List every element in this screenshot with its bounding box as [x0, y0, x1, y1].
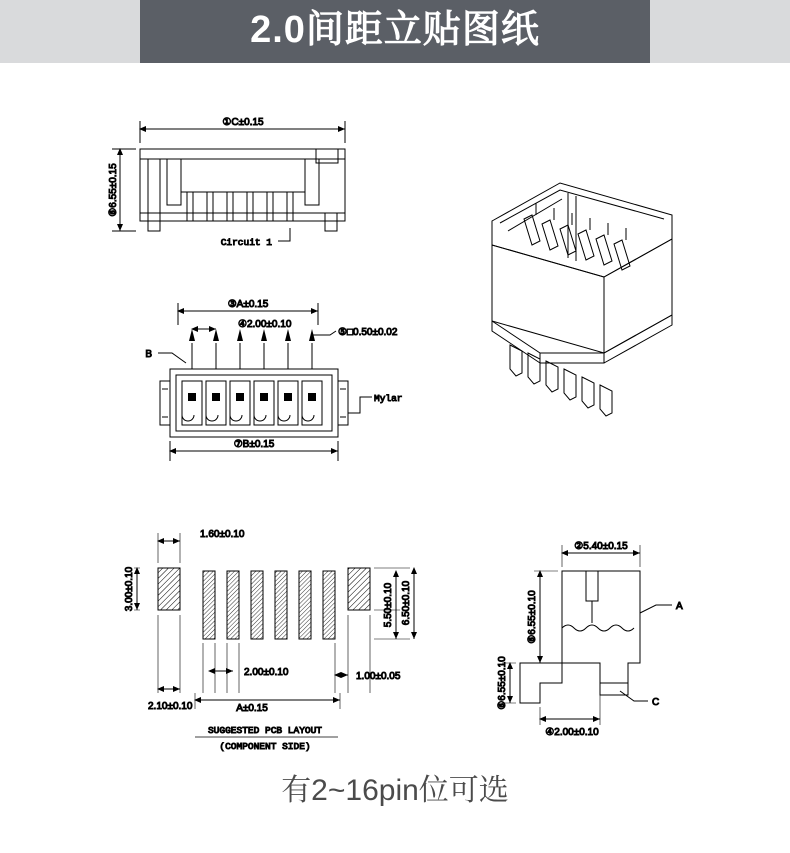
- front-view-width-label: ①C±0.15: [222, 117, 264, 128]
- side-view-left-lower-label: ⑥6.55±0.10: [497, 656, 508, 710]
- pcb-span-label: A±0.15: [236, 703, 268, 714]
- pcb-height-mid-label: 5.50±0.10: [383, 582, 394, 628]
- pcb-pad-gap-label: 1.00±0.05: [356, 671, 401, 682]
- front-view-height-label: ⑥6.55±0.15: [108, 163, 119, 217]
- bottom-view-pin-size-label: ⑤□0.50±0.02: [338, 327, 398, 338]
- pcb-layout-title: SUGGESTED PCB LAYOUT: [207, 725, 323, 736]
- isometric-view: [492, 183, 672, 416]
- pcb-pitch-label: 2.00±0.10: [244, 667, 289, 678]
- pcb-pad-height-left-label: 3.00±0.10: [124, 566, 135, 612]
- drawing-canvas: [0, 63, 790, 853]
- bottom-view-mylar-label: Mylar: [374, 393, 403, 404]
- bottom-view-width-label: ③A±0.15: [227, 299, 269, 310]
- pcb-layout-view: [124, 529, 414, 752]
- header-banner: [0, 0, 790, 63]
- pcb-layout-subtitle: (COMPONENT SIDE): [219, 741, 311, 752]
- pcb-pad-width-label: 1.60±0.10: [200, 529, 245, 540]
- bottom-view-pitch-label: ④2.00±0.10: [238, 319, 292, 330]
- circuit-1-note: Circuit 1: [220, 237, 272, 248]
- side-view-leader-a: A: [676, 601, 683, 612]
- technical-drawing: [0, 63, 790, 853]
- pcb-edge-offset-label: 2.10±0.10: [148, 701, 193, 712]
- page-title: 2.0间距立贴图纸: [250, 9, 540, 51]
- side-section-view: [497, 541, 683, 738]
- side-view-bottom-label: ④2.00±0.10: [545, 727, 599, 738]
- side-view-left-upper-label: ⑥6.55±0.10: [527, 590, 538, 644]
- pcb-height-outer-label: 6.50±0.10: [401, 580, 412, 626]
- front-view: [108, 117, 345, 248]
- bottom-view-leader-b: B: [145, 349, 152, 360]
- bottom-view: [145, 299, 402, 461]
- footer-caption: 有2~16pin位可选: [281, 774, 509, 807]
- side-view-top-label: ②5.40±0.15: [574, 541, 628, 552]
- bottom-view-width-bottom-label: ⑦B±0.15: [233, 439, 275, 450]
- side-view-leader-c: C: [652, 697, 660, 708]
